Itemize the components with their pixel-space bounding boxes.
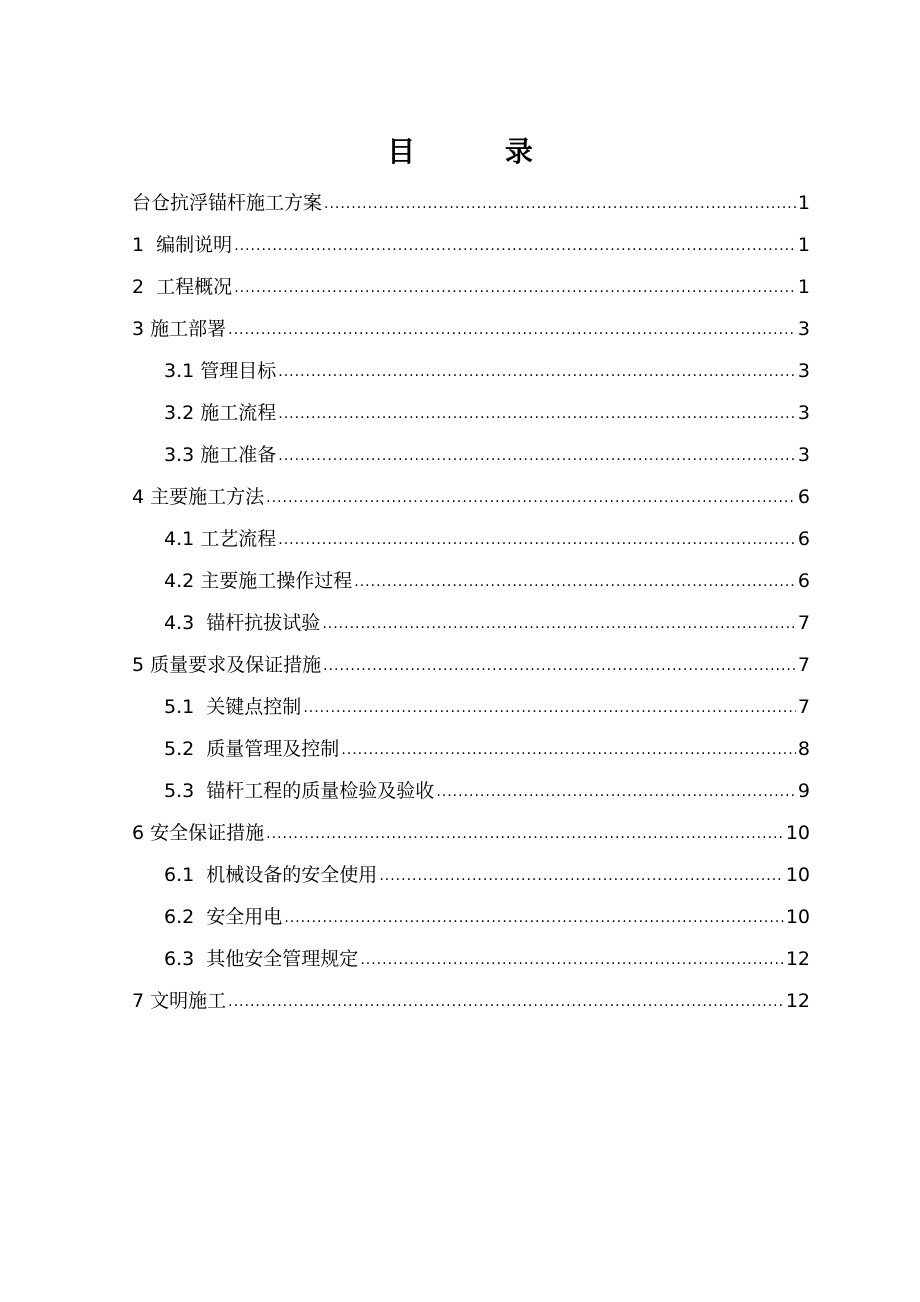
toc-entry-label: 关键点控制 [206,696,302,718]
toc-dot-leader [278,519,796,561]
toc-entry[interactable] [132,812,810,854]
toc-entry-label: 主要施工方法 [150,486,265,508]
toc-dot-leader [322,603,796,645]
toc-entry[interactable] [132,686,810,728]
toc-entry-label: 工艺流程 [200,528,277,550]
toc-entry-label: 文明施工 [150,990,227,1012]
toc-dot-leader [234,267,796,309]
toc-entry-page-number: 9 [797,780,810,802]
toc-dot-leader [303,687,796,729]
toc-entry-page-number: 7 [797,654,810,676]
toc-entry-page-number: 1 [797,234,810,256]
toc-dot-leader [436,771,796,813]
toc-entry-number: 4.3 [164,612,207,634]
toc-entry-page-number: 1 [797,192,810,214]
toc-dot-leader [354,561,796,603]
toc-entry-number: 5.3 [164,780,207,802]
toc-entry-label: 主要施工操作过程 [200,570,353,592]
toc-entry-number: 4 [132,486,151,508]
toc-entry-page-number: 12 [785,990,810,1012]
toc-entry-number: 4.2 [164,570,201,592]
toc-dot-leader [266,813,784,855]
toc-entry-number: 5 [132,654,151,676]
toc-dot-leader [278,393,796,435]
toc-entry-number: 3.3 [164,444,201,466]
toc-entry[interactable] [132,560,810,602]
toc-dot-leader [284,897,784,939]
toc-entry-label: 锚杆抗拔试验 [206,612,321,634]
toc-entry[interactable] [132,896,810,938]
toc-entry-number: 5.1 [164,696,207,718]
toc-entry-page-number: 7 [797,612,810,634]
toc-entry-page-number: 12 [785,948,810,970]
toc-entry[interactable] [132,644,810,686]
toc-entry-page-number: 10 [785,864,810,886]
toc-entry-number: 6.3 [164,948,207,970]
toc-entry-label: 台仓抗浮锚杆施工方案 [132,192,323,214]
toc-dot-leader [360,939,784,981]
toc-entry-page-number: 3 [797,444,810,466]
toc-entry-number: 7 [132,990,151,1012]
toc-entry-page-number: 3 [797,318,810,340]
toc-dot-leader [228,981,784,1023]
toc-entry-number: 6.1 [164,864,207,886]
toc-entry-number: 5.2 [164,738,207,760]
toc-entry-label: 编制说明 [156,234,233,256]
toc-entry-page-number: 3 [797,402,810,424]
toc-entry-page-number: 6 [797,528,810,550]
table-of-contents [132,182,810,1022]
toc-entry-label: 其他安全管理规定 [206,948,359,970]
toc-entry[interactable] [132,392,810,434]
toc-entry-number: 6 [132,822,151,844]
toc-entry[interactable] [132,266,810,308]
toc-entry[interactable] [132,602,810,644]
toc-entry-label: 质量要求及保证措施 [150,654,322,676]
toc-entry-number: 4.1 [164,528,201,550]
toc-entry-page-number: 6 [797,570,810,592]
toc-dot-leader [379,855,784,897]
toc-entry[interactable] [132,434,810,476]
toc-entry[interactable] [132,728,810,770]
toc-entry-label: 锚杆工程的质量检验及验收 [206,780,435,802]
toc-entry-number: 6.2 [164,906,207,928]
toc-entry-number: 1 [132,234,157,256]
toc-entry-page-number: 8 [797,738,810,760]
toc-entry-page-number: 1 [797,276,810,298]
toc-entry-label: 安全保证措施 [150,822,265,844]
toc-entry-label: 工程概况 [156,276,233,298]
toc-dot-leader [228,309,796,351]
toc-entry-number: 3 [132,318,151,340]
toc-entry-page-number: 3 [797,360,810,382]
toc-dot-leader [341,729,796,771]
toc-entry-page-number: 7 [797,696,810,718]
toc-entry-page-number: 10 [785,906,810,928]
toc-entry-label: 机械设备的安全使用 [206,864,378,886]
toc-entry[interactable] [132,980,810,1022]
page-title: 目 录 [387,135,573,168]
toc-entry[interactable] [132,938,810,980]
toc-dot-leader [324,183,796,225]
toc-entry[interactable] [132,476,810,518]
toc-entry-number: 2 [132,276,157,298]
toc-entry-number: 3.1 [164,360,201,382]
toc-entry-label: 质量管理及控制 [206,738,340,760]
toc-dot-leader [323,645,796,687]
toc-entry-page-number: 6 [797,486,810,508]
toc-entry-label: 安全用电 [206,906,283,928]
toc-entry[interactable] [132,518,810,560]
toc-entry[interactable] [132,182,810,224]
toc-entry[interactable] [132,308,810,350]
toc-entry[interactable] [132,854,810,896]
toc-entry-label: 管理目标 [200,360,277,382]
toc-entry[interactable] [132,350,810,392]
toc-dot-leader [266,477,796,519]
toc-dot-leader [278,435,796,477]
toc-entry-label: 施工准备 [200,444,277,466]
toc-entry-page-number: 10 [785,822,810,844]
toc-dot-leader [234,225,796,267]
toc-entry-label: 施工部署 [150,318,227,340]
toc-entry[interactable] [132,770,810,812]
toc-entry-number: 3.2 [164,402,201,424]
toc-entry-label: 施工流程 [200,402,277,424]
toc-entry[interactable] [132,224,810,266]
toc-dot-leader [278,351,796,393]
